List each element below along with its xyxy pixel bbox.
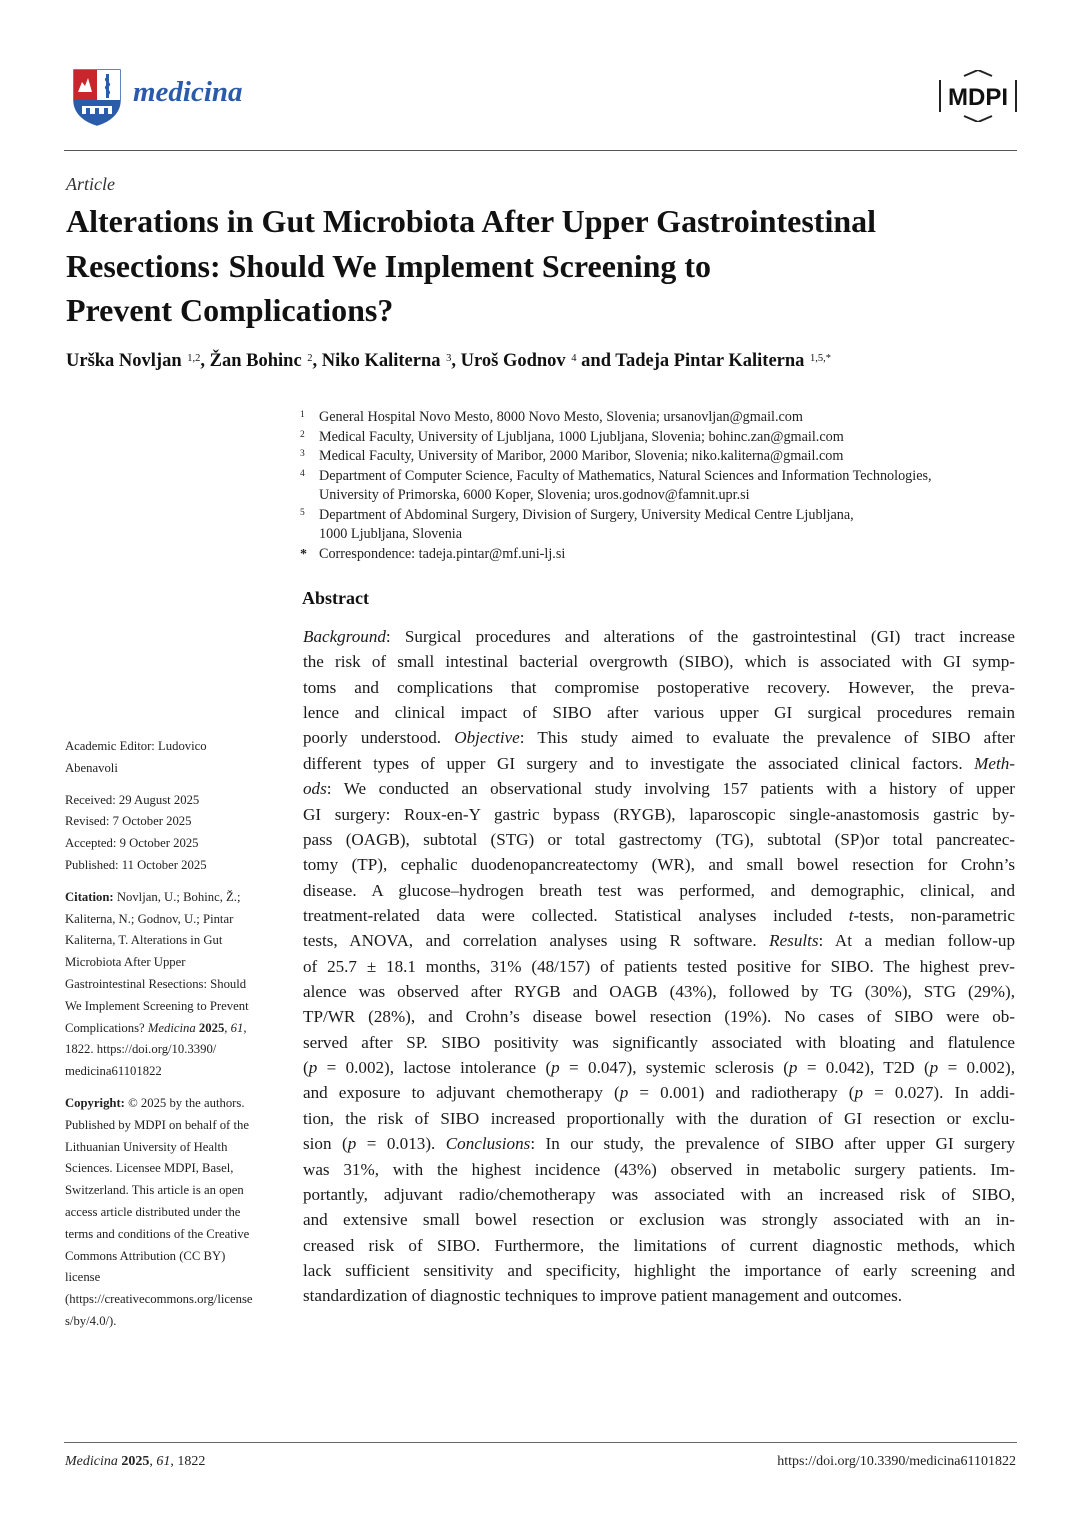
footer-doi-link[interactable]: https://doi.org/10.3390/medicina61101822 [777, 1454, 1016, 1469]
publication-date: Accepted: 9 October 2025 [65, 836, 199, 851]
author-name: Niko Kaliterna [321, 351, 441, 371]
footer-journal: Medicina [65, 1454, 118, 1469]
correspondence-mark: * [300, 546, 307, 562]
footer-volume: 61 [156, 1454, 171, 1469]
abstract-line: and exposure to adjuvant chemotherapy (p = 0.001) and radiotherapy (p = 0.027). In addi- [303, 1083, 1015, 1103]
abstract-line: Background: Surgical procedures and alterations of the gastrointestinal (GI) tract increase [303, 627, 1015, 646]
abstract-body [303, 624, 1015, 1309]
academic-editor-line: Abenavoli [65, 760, 118, 775]
article-type: Article [66, 174, 115, 194]
author-separator: , [200, 351, 210, 371]
affiliation-text: Department of Abdominal Surgery, Division of Surgery, University Medical Centre Ljubljana, 1000 Ljubljana, Slovenia [319, 506, 854, 542]
copyright-line: Switzerland. This article is an open [65, 1183, 244, 1198]
academic-editor-line: Academic Editor: Ludovico [65, 739, 207, 753]
abstract-line: standardization of diagnostic techniques to improve patient management and outcomes. [303, 1286, 903, 1306]
publication-date: Received: 29 August 2025 [65, 792, 200, 807]
affiliation-item [300, 467, 1020, 506]
author-name: Tadeja Pintar Kaliterna [615, 351, 805, 371]
academic-editor [65, 736, 280, 780]
journal-logo-icon [72, 68, 122, 126]
affiliation-number: 4 [300, 468, 305, 479]
abstract-line: tests, ANOVA, and correlation analyses using R software. Results: At a median follow-up [303, 931, 1015, 951]
copyright-line: license [65, 1270, 101, 1285]
citation-line: Gastrointestinal Resections: Should [65, 976, 247, 991]
abstract-line: ods: We conducted an observational study involving 157 patients with a history of upper [303, 779, 1015, 799]
publication-date: Published: 11 October 2025 [65, 857, 207, 872]
author-name: Uroš Godnov [460, 351, 566, 371]
abstract-line: was 31%, with the highest incidence (43%) observed in metabolic surgery patients. Im- [303, 1159, 1015, 1179]
article-title-line: Prevent Complications? [66, 292, 394, 328]
abstract-line: toms and complications that compromise postoperative recovery. However, the preva- [303, 677, 1015, 697]
abstract-line: (p = 0.002), lactose intolerance (p = 0.047), systemic sclerosis (p = 0.042), T2D (p = 0.002), [303, 1058, 1015, 1078]
citation-line: 1822. https://doi.org/10.3390/ [65, 1042, 217, 1057]
article-info-sidebar [65, 736, 280, 1343]
citation-line: Kaliterna, N.; Godnov, U.; Pintar [65, 911, 234, 926]
article-title [66, 199, 1006, 333]
copyright-line: Copyright: © 2025 by the authors. [65, 1095, 245, 1110]
abstract-line: alence was observed after RYGB and OAGB (43%), followed by TG (30%), STG (29%), [303, 982, 1015, 1002]
abstract-line: poorly understood. Objective: This study aimed to evaluate the prevalence of SIBO after [303, 728, 1015, 748]
author-name: Žan Bohinc [209, 351, 302, 371]
abstract-line: TP/WR (28%), and Crohn’s disease bowel resection (19%). No cases of SIBO were ob- [303, 1007, 1015, 1027]
abstract-line: different types of upper GI surgery and to investigate the associated clinical factors. Meth- [303, 753, 1015, 773]
copyright-line: s/by/4.0/). [65, 1313, 117, 1328]
affiliation-text: Department of Computer Science, Faculty of Mathematics, Natural Sciences and Information Technologies, University of Primorska, 6000 Koper, Slovenia; uros.godnov@famnit.upr.si [319, 467, 932, 503]
affiliation-item [300, 506, 1020, 545]
abstract-line: tomy (TP), cephalic duodenopancreatectomy (WR), and small bowel resection for Crohn’s [303, 855, 1015, 875]
citation-line: Complications? Medicina 2025, 61, [65, 1020, 247, 1035]
correspondence-text: Correspondence: tadeja.pintar@mf.uni-lj.si [319, 545, 566, 562]
author-affiliation-marks: 3 [446, 353, 452, 364]
copyright-block [65, 1093, 280, 1333]
author-separator: and [576, 351, 616, 371]
abstract-line: sion (p = 0.013). Conclusions: In our study, the prevalence of SIBO after upper GI surgery [303, 1134, 1015, 1154]
copyright-line: access article distributed under the [65, 1204, 241, 1219]
svg-text:MDPI: MDPI [948, 84, 1008, 111]
abstract-line: lence and clinical impact of SIBO after various upper GI surgical procedures remain [303, 703, 1015, 723]
copyright-line: Sciences. Licensee MDPI, Basel, [65, 1161, 234, 1176]
copyright-line: (https://creativecommons.org/license [65, 1292, 253, 1307]
publication-date: Revised: 7 October 2025 [65, 814, 192, 829]
author-affiliation-marks: 4 [571, 353, 577, 364]
abstract-line: lack sufficient sensitivity and specificity, highlight the importance of early screening and [303, 1260, 1015, 1280]
abstract-line: treatment-related data were collected. Statistical analyses included t-tests, non-parametric [303, 905, 1015, 925]
affiliation-item [300, 408, 1020, 428]
author-list [66, 351, 831, 372]
affiliation-text: General Hospital Novo Mesto, 8000 Novo Mesto, Slovenia; ursanovljan@gmail.com [319, 409, 803, 425]
affiliation-list [300, 408, 1020, 564]
publication-dates [65, 790, 280, 877]
article-title-line: Alterations in Gut Microbiota After Upper Gastrointestinal [66, 203, 877, 239]
affiliation-number: 1 [300, 410, 305, 420]
copyright-line: Lithuanian University of Health [65, 1139, 228, 1154]
abstract-line: portantly, adjuvant radio/chemotherapy was associated with an increased risk of SIBO, [303, 1184, 1015, 1204]
abstract-line: tion, the risk of SIBO increased proportionally with the duration of GI resection or exclu- [303, 1108, 1015, 1128]
author-name: Urška Novljan [66, 351, 182, 371]
abstract-line: of 25.7 ± 18.1 months, 31% (48/157) of patients tested positive for SIBO. The highest prev- [303, 956, 1015, 976]
citation-line: Microbiota After Upper [65, 955, 186, 970]
abstract-line: the risk of small intestinal bacterial overgrowth (SIBO), which is associated with GI symp- [303, 652, 1015, 672]
abstract-line: GI surgery: Roux-en-Y gastric bypass (RYGB), laparoscopic single-anastomosis gastric by- [303, 804, 1015, 824]
footer-citation: Medicina 2025, 61, 1822 [65, 1454, 206, 1469]
footer-divider [64, 1442, 1017, 1443]
author-affiliation-marks: 2 [307, 353, 313, 364]
citation-line: We Implement Screening to Prevent [65, 998, 249, 1013]
author-affiliation-marks: 1,2 [187, 353, 201, 364]
copyright-line: terms and conditions of the Creative [65, 1226, 250, 1241]
author-separator: , [451, 351, 461, 371]
abstract-heading: Abstract [302, 588, 369, 608]
author-separator: , [312, 351, 322, 371]
publisher-logo-icon [938, 70, 1018, 122]
citation-line: Kaliterna, T. Alterations in Gut [65, 933, 223, 948]
footer-article-number: 1822 [177, 1454, 206, 1469]
article-title-line: Resections: Should We Implement Screening to [66, 247, 712, 284]
abstract-line: disease. A glucose–hydrogen breath test was performed, and demographic, clinical, and [303, 880, 1015, 900]
copyright-line: Commons Attribution (CC BY) [65, 1248, 226, 1263]
abstract-line: creased risk of SIBO. Furthermore, the limitations of current diagnostic methods, which [303, 1235, 1015, 1255]
citation-line: medicina61101822 [65, 1064, 162, 1079]
header-divider [64, 150, 1017, 151]
affiliation-number: 2 [300, 429, 305, 440]
footer-year: 2025 [121, 1454, 150, 1469]
abstract-line: and extensive small bowel resection or exclusion was strongly associated with an in- [303, 1210, 1015, 1230]
citation-block [65, 887, 280, 1083]
author-affiliation-marks: 1,5,* [810, 353, 832, 364]
affiliation-number: 3 [300, 449, 305, 459]
abstract-line: pass (OAGB), subtotal (STG) or total gastrectomy (TG), subtotal (SP)or total pancreatec- [303, 829, 1015, 849]
citation-line: Citation: Novljan, U.; Bohinc, Ž.; [65, 889, 241, 904]
journal-name: medicina [133, 76, 243, 108]
affiliation-item [300, 447, 1020, 467]
abstract-line: served after SP. SIBO positivity was significantly associated with bloating and flatulence [303, 1032, 1015, 1052]
affiliation-text: Medical Faculty, University of Ljubljana, 1000 Ljubljana, Slovenia; bohinc.zan@gmail.com [319, 428, 844, 445]
affiliation-number: 5 [300, 507, 305, 518]
correspondence-item [300, 545, 1020, 565]
affiliation-item [300, 428, 1020, 448]
copyright-line: Published by MDPI on behalf of the [65, 1117, 249, 1132]
affiliation-text: Medical Faculty, University of Maribor, 2000 Maribor, Slovenia; niko.kaliterna@gmail.com [319, 448, 844, 464]
